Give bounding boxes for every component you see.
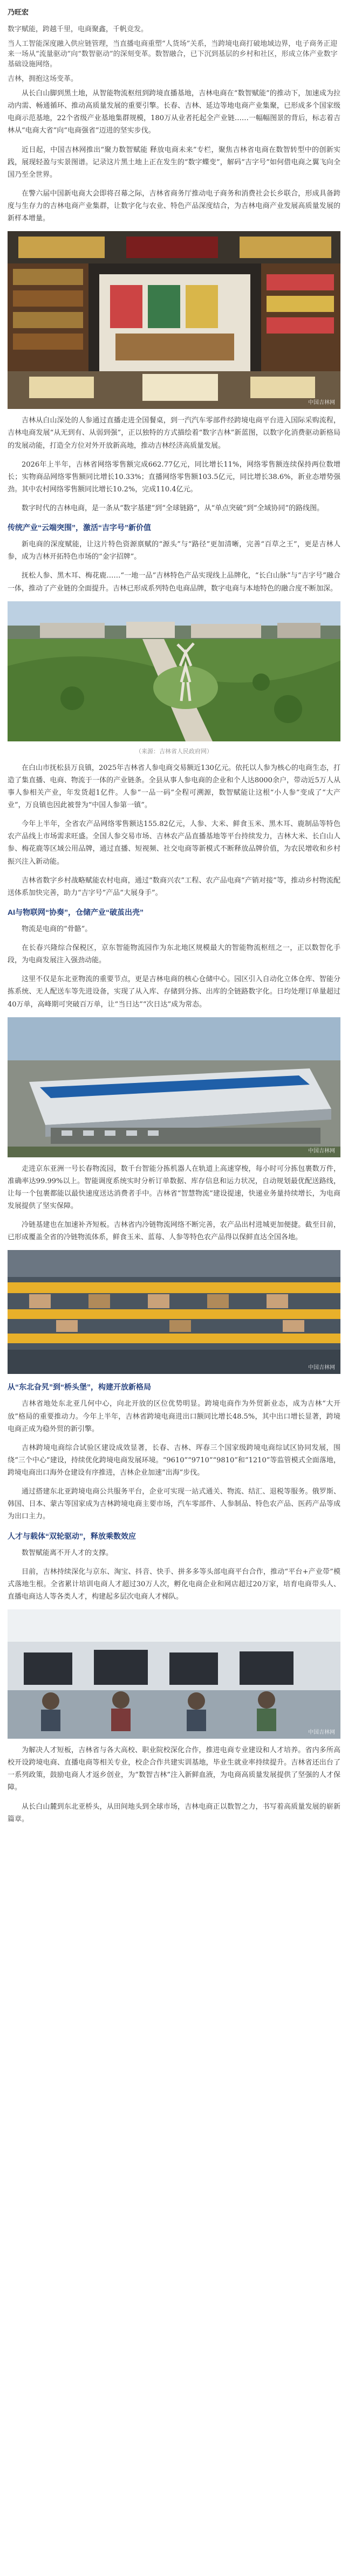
paragraph: 数智赋能离不开人才的支撑。	[22, 1549, 113, 1557]
photo-aerial-park	[8, 601, 340, 741]
paragraph: 抚松人参、黑木耳、梅花鹿……“一地一品”吉林特色产品实现线上品牌化，“长白山脉”与“吉字号”融合一体，推动了产业链的全面提升。吉林已形成系列特色电商品牌，数字电商与本地特色的融合度不断加深。	[8, 572, 340, 593]
photo-office-workers	[8, 1609, 340, 1739]
paragraph: 新电商的深度赋能，让这片特色资源禀赋的“源头”与“路径”更加清晰，完善“百草之王”，更是吉林人参，成为吉林开拓特色市场的“金字招牌”。	[8, 540, 340, 561]
lead-block	[8, 23, 340, 83]
lead-line: 当人工智能深度融入供应链管理，当直播电商重塑“人货场”关系，当跨境电商打破地域边界，电子商务正迎来一场从“流量驱动”向“数智驱动”的深刻变革。数智融合，已下沉到基层的乡村和社区，形成立体产业数字基础设施网络。	[8, 40, 338, 68]
paragraph: 吉林省数字乡村战略赋能农村电商，通过“数商兴农”工程、农产品电商“产销对接”等，推动乡村物流配送体系加快完善，助力“吉字号”产品“大展身手”。	[8, 876, 340, 897]
paragraph: 近日起，中国吉林网推出“聚力数智赋能 释放电商未来”专栏，聚焦吉林省电商在数智转型中的创新实践，展现轻盈与实景图谱。记录这片黑土地上正在发生的“数字蝶变”，解码“吉字号”如何借电商之翼飞向全国乃至全世界。	[8, 145, 340, 179]
paragraph: 走进京东亚洲一号长春物流园，数千台智能分拣机器人在轨道上高速穿梭，每小时可分拣包裹数万件，准确率达99.99%以上。智能调度系统实时分析订单数据、库存信息和运力状况，自动规划最优配送路线，让每一个包裹都能以最快速度送达消费者手中。吉林省“智慧物流”建设提速，快递业务量持续增长，为电商发展提供了坚实保障。	[8, 1164, 340, 1210]
section-heading: 从“东北旮旯”到“桥头堡”，构建开放新格局	[8, 1383, 151, 1392]
watermark: 中国吉林网	[308, 1148, 335, 1154]
photo-store-interior	[8, 231, 340, 409]
paragraph: 吉林从白山深处的人参通过直播走进全国餐桌，到一汽汽车零部件经跨境电商平台进入国际采购流程，吉林电商发展“从无到有、从弱到强”，正以独特的方式描绘着“数字吉林”新蓝图，以数字化消费驱动新格局的发展动能，打造全方位对外开放新高地，推动吉林经济高质量发展。	[8, 416, 340, 450]
lead-line: 吉林，拥抱这场变革。	[8, 75, 78, 83]
section-heading: 人才与载体“双轮驱动”，释放乘数效应	[8, 1531, 136, 1540]
paragraph: 目前，吉林持续深化与京东、淘宝、抖音、快手、拼多多等头部电商平台合作，推动“平台+产业带”模式落地生根。全省累计培训电商人才超过30万人次，孵化电商企业和网店超过20万家，培育电商带头人、直播电商达人等各类人才，构建起多层次电商人才梯队。	[8, 1567, 340, 1601]
paragraph: 在长春兴隆综合保税区，京东智能物流园作为东北地区规模最大的智能物流枢纽之一，正以数智化手段，为电商发展注入强劲动能。	[8, 944, 340, 965]
paragraph: 通过搭建东北亚跨境电商公共服务平台，企业可实现一站式通关、物流、结汇、退税等服务。俄罗斯、韩国、日本、蒙古等国家成为吉林跨境电商主要市场，汽车零部件、人参制品、特色农产品、医药产品等成为出口主力。	[8, 1488, 340, 1521]
watermark: 中国吉林网	[308, 1730, 335, 1735]
paragraph: 这里不仅是东北亚物流的重要节点，更是吉林电商的核心仓储中心。园区引入自动化立体仓库、智能分拣系统、无人配送车等先进设备，实现了从入库、存储到分拣、出库的全链路数字化。日均处理订单量超过40万单，高峰期可突破百万单，让“当日达”“次日达”成为常态。	[8, 975, 340, 1009]
photo-logistics-park	[8, 1017, 340, 1157]
paragraph: 物流是电商的“骨骼”。	[22, 925, 92, 933]
paragraph: 今年上半年，全省农产品网络零售额达155.82亿元，人参、大米、鲜食玉米、黑木耳、鹿制品等特色农产品线上市场需求旺盛。全国人参交易市场、吉林农产品直播基地等平台持续发力，吉林大米、长白山人参、梅花鹿等区域公用品牌，通过直播、短视频、社交电商等新模式不断释放品牌价值，为农民增收和乡村振兴注入新动能。	[8, 820, 340, 866]
section-heading: 传统产业“云端突围”，激活“吉字号”新价值	[8, 523, 151, 532]
image-caption: （来源：吉林省人民政府网）	[135, 748, 213, 755]
section-heading: AI与物联网“协奏”，仓储产业“破茧出壳”	[8, 907, 144, 916]
paragraph: 吉林跨境电商综合试验区建设成效显著，长春、吉林、珲春三个国家级跨境电商综试区协同发展，围绕“三个中心”建设，持续优化跨境电商发展环境。“9610”“9710”“9810”和“1210”等监管模式全面落地，跨境电商出口海外仓建设有序推进，吉林企业加速“出海”步伐。	[8, 1443, 340, 1477]
paragraph: 从长白山麓到东北亚桥头，从田间地头到全球市场，吉林电商正以数智之力，书写着高质量发展的崭新篇章。	[8, 1802, 340, 1823]
watermark: 中国吉林网	[308, 400, 335, 406]
paragraph: 在白山市抚松县万良镇，2025年吉林省人参电商交易额近130亿元。依托以人参为核心的电商生态，打造了集直播、电商、物流于一体的产业链条。全县从事人参电商的企业和个人达8000余户，带动近5万人从事人参相关产业，年发货超1亿件。人参“一品一码”全程可溯源，数智赋能让这根“小人参”变成了“大产业”，万良镇也因此被誉为“中国人参第一镇”。	[8, 763, 340, 809]
paragraph: 冷链基建也在加速补齐短板。吉林省内冷链物流网络不断完善，农产品出村进城更加便捷。截至目前，已形成覆盖全省的冷链物流体系，鲜食玉米、蓝莓、人参等特色农产品得以保鲜直达全国各地。	[8, 1221, 340, 1242]
paragraph: 从长白山脚到黑土地，从智能物流枢纽到跨境直播基地，吉林电商在“数智赋能”的推动下，加速成为拉动内需、畅通循环、推动高质量发展的重要引擎。长春、吉林、延边等地电商产业集聚，已形成多个国家级电商示范基地，22个省级产业基地集群规模，180万从业者托起全产业链……一幅幅图景的背后，标志着吉林从“电商大省”向“电商强省”迈进的坚实步伐。	[8, 89, 340, 135]
photo-warehouse-interior	[8, 1250, 340, 1374]
paragraph: 在警六届中国新电商大会即将召幕之际，吉林省商务厅推动电子商务和消费社会长乡联合，形成具备跨度与生存力的吉林电商产业集群，让数字化与农业、特色产品深度结合，为吉林电商产业发展高质量发展的新样本增量。	[8, 189, 340, 223]
paragraph: 2026年上半年，吉林省网络零售额完成662.77亿元，同比增长11%，网络零售额连续保持两位数增长；实物商品网络零售额同比增长10.33%；直播网络零售额103.5亿元，同比增长38.6%，新业态增势强劲。其中农村网络零售额同比增长10.2%，完成110.4亿元。	[8, 460, 340, 494]
watermark: 中国吉林网	[308, 1365, 335, 1371]
paragraph: 为解决人才短板，吉林省与各大高校、职业院校深化合作，推进电商专业建设和人才培养。省内多所高校开设跨境电商、直播电商等相关专业，校企合作共建实训基地，毕业生就业率持续提升。吉林省还出台了一系列政策，鼓励电商人才返乡创业，为“数智吉林”注入新鲜血液，为电商高质量发展提供了坚强的人才保障。	[8, 1746, 340, 1792]
author-name: 乃旺宏	[8, 8, 29, 16]
paragraph: 数字时代的吉林电商，是一条从“数字基建”到“全球链路”，从“单点突破”到“全域协同”的路线图。	[22, 504, 324, 512]
paragraph: 吉林省地处东北亚几何中心，向北开放的区位优势明显。跨境电商作为外贸新业态，成为吉林“大开放”格局的重要推动力。今年上半年，吉林省跨境电商进出口额同比增长48.5%，其中出口增长显著，跨境电商正成为稳外贸的新引擎。	[8, 1400, 340, 1433]
lead-line: 数字赋能，跨越千里，电商聚鑫，千帆竞发。	[8, 25, 148, 33]
